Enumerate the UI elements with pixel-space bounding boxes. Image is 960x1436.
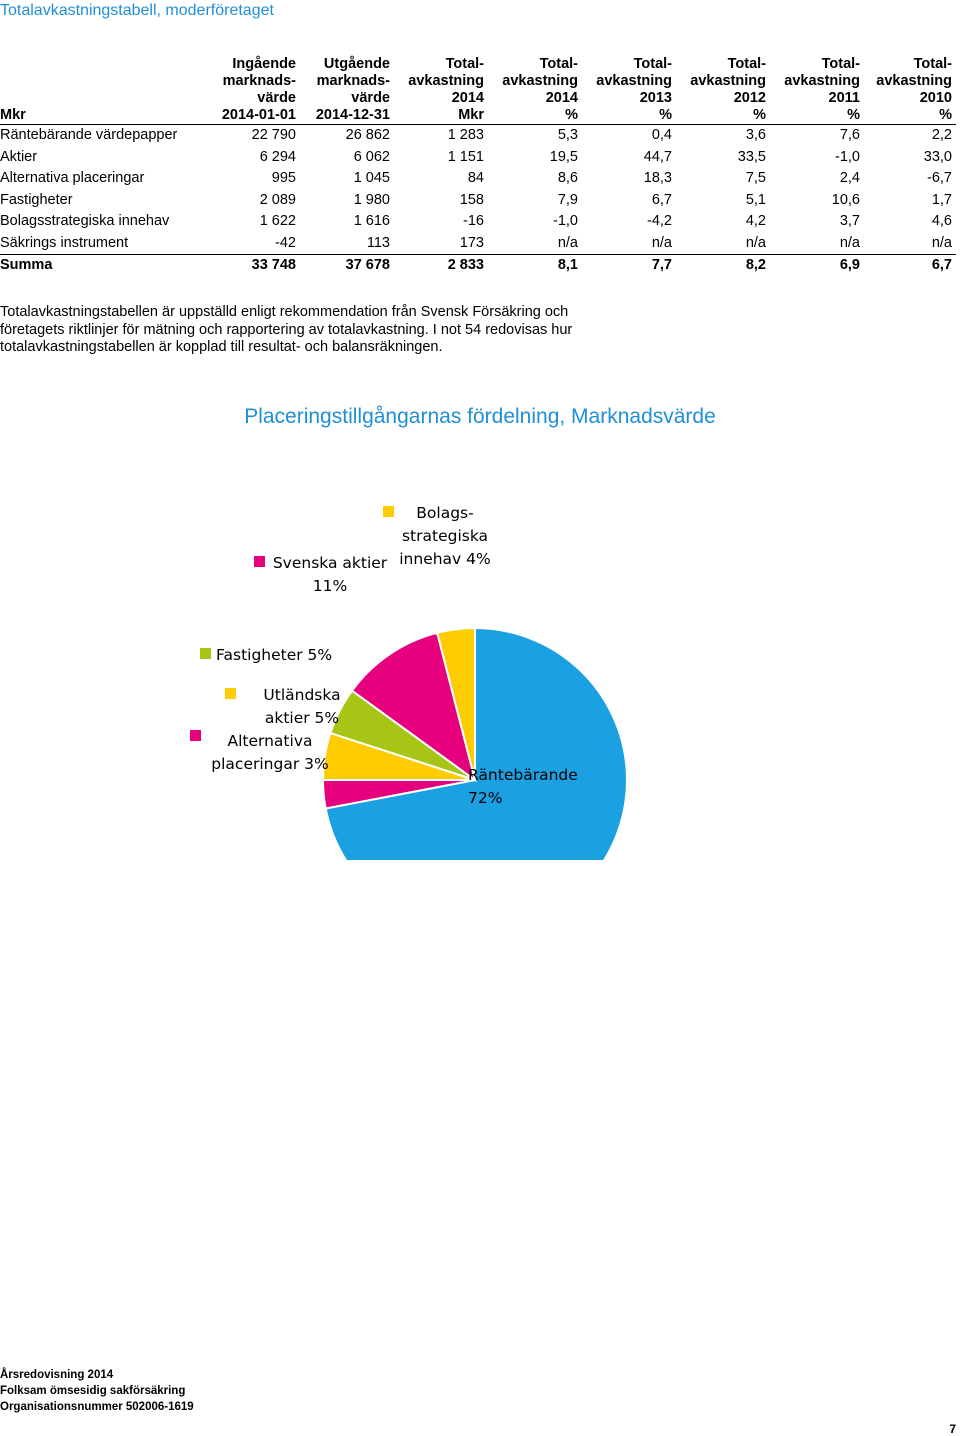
pie-chart bbox=[170, 490, 650, 860]
table-header-row bbox=[0, 56, 956, 125]
table-cell: 10,6 bbox=[831, 191, 860, 208]
table-cell: -6,7 bbox=[927, 170, 952, 186]
table-cell: 6 294 bbox=[259, 148, 296, 165]
table-cell: 6,7 bbox=[651, 191, 672, 208]
column-header-line: avkastning bbox=[502, 73, 578, 89]
slice-label: Utländska bbox=[263, 686, 341, 704]
legend-marker bbox=[254, 556, 265, 567]
return-table bbox=[0, 56, 956, 277]
column-header-line: % bbox=[659, 107, 672, 123]
column-header-line: avkastning bbox=[690, 73, 766, 89]
table-cell: -16 bbox=[463, 213, 484, 229]
table-cell: 33 748 bbox=[200, 255, 300, 277]
column-header bbox=[770, 56, 864, 125]
table-cell: 1,7 bbox=[931, 191, 952, 208]
slice-label: 11% bbox=[312, 577, 348, 595]
table-cell: n/a bbox=[745, 234, 766, 251]
table-cell: 8,2 bbox=[676, 255, 770, 277]
table-cell: 1 045 bbox=[353, 170, 390, 186]
table-cell: 1 622 bbox=[259, 213, 296, 229]
page-title: Totalavkastningstabell, moderföretaget bbox=[0, 2, 274, 19]
table-cell: 1 616 bbox=[353, 213, 390, 229]
footer bbox=[0, 1367, 194, 1415]
table-cell: -1,0 bbox=[835, 148, 860, 165]
table-cell: 6,7 bbox=[864, 255, 956, 277]
column-header-line: värde bbox=[351, 90, 390, 106]
table-cell: 84 bbox=[467, 170, 484, 186]
table-cell: 995 bbox=[271, 170, 296, 186]
column-header-line: Total- bbox=[913, 56, 952, 72]
table-cell: 173 bbox=[459, 234, 484, 251]
table-cell: 33,0 bbox=[923, 148, 952, 165]
table-body bbox=[0, 125, 956, 277]
column-header-line: Mkr bbox=[0, 107, 26, 123]
column-header bbox=[200, 56, 300, 125]
column-header-line: Total- bbox=[633, 56, 672, 72]
legend-marker bbox=[225, 688, 236, 699]
sum-row bbox=[0, 255, 956, 277]
table-row bbox=[0, 125, 956, 147]
table-cell: Bolagsstrategiska innehav bbox=[0, 213, 170, 229]
table-cell: 37 678 bbox=[300, 255, 394, 277]
footer-org-number: Organisationsnummer 502006-1619 bbox=[0, 1401, 194, 1413]
note-line: totalavkastningstabellen är kopplad till resultat- och balansräkningen. bbox=[0, 339, 443, 355]
table-cell: -42 bbox=[275, 234, 296, 251]
table-cell: 8,1 bbox=[488, 255, 582, 277]
column-header-line: % bbox=[847, 107, 860, 123]
table-cell: 1 980 bbox=[353, 191, 390, 208]
slice-label: placeringar 3% bbox=[211, 755, 329, 773]
table-cell: 5,3 bbox=[557, 127, 578, 143]
column-header-line: Total- bbox=[539, 56, 578, 72]
column-header-line: 2013 bbox=[639, 90, 672, 106]
column-header bbox=[676, 56, 770, 125]
table-cell: -1,0 bbox=[553, 213, 578, 229]
column-header-line: Total- bbox=[821, 56, 860, 72]
column-header-line: marknads- bbox=[222, 73, 296, 89]
table-cell: Fastigheter bbox=[0, 191, 73, 208]
table-cell: 33,5 bbox=[737, 148, 766, 165]
table-cell: 2,2 bbox=[931, 127, 952, 143]
table-cell: 19,5 bbox=[549, 148, 578, 165]
table-cell: 3,6 bbox=[745, 127, 766, 143]
table-cell: 6 062 bbox=[353, 148, 390, 165]
column-header-line: Total- bbox=[727, 56, 766, 72]
column-header-line: 2012 bbox=[733, 90, 766, 106]
table-cell: 1 283 bbox=[447, 127, 484, 143]
legend-marker bbox=[383, 506, 394, 517]
table-cell: 158 bbox=[459, 191, 484, 208]
column-header-line: 2010 bbox=[919, 90, 952, 106]
table-cell: 2 833 bbox=[394, 255, 488, 277]
table-cell: 3,7 bbox=[839, 213, 860, 229]
column-header-line: % bbox=[753, 107, 766, 123]
column-header-line: marknads- bbox=[316, 73, 390, 89]
column-header bbox=[394, 56, 488, 125]
table-cell: 8,6 bbox=[557, 170, 578, 186]
table-cell: 7,7 bbox=[582, 255, 676, 277]
table-cell: Säkrings instrument bbox=[0, 234, 129, 251]
slice-label: Räntebärande bbox=[468, 766, 578, 784]
table-cell: 113 bbox=[366, 234, 390, 251]
note-line: Totalavkastningstabellen är uppställd enligt rekommendation från Svensk Försäkring och bbox=[0, 304, 569, 320]
column-header bbox=[0, 56, 200, 125]
slice-label: aktier 5% bbox=[264, 709, 340, 727]
column-header-line: avkastning bbox=[596, 73, 672, 89]
footer-company-name: Folksam ömsesidig sakförsäkring bbox=[0, 1385, 186, 1397]
column-header bbox=[864, 56, 956, 125]
table-row bbox=[0, 168, 956, 190]
table-cell: 4,2 bbox=[745, 213, 766, 229]
table-cell: 2,4 bbox=[839, 170, 860, 186]
table-cell: 22 790 bbox=[251, 127, 296, 143]
table-cell: Aktier bbox=[0, 148, 38, 165]
table-cell: 44,7 bbox=[643, 148, 672, 165]
table-row bbox=[0, 147, 956, 169]
slice-label: Alternativa bbox=[227, 732, 313, 750]
slice-label: 72% bbox=[468, 789, 503, 807]
table-cell: n/a bbox=[651, 234, 672, 251]
column-header-line: 2014-12-31 bbox=[315, 107, 390, 123]
slice-label: Bolags- bbox=[416, 504, 474, 522]
table-cell: Räntebärande värdepapper bbox=[0, 127, 178, 143]
table-cell: 7,9 bbox=[557, 191, 578, 208]
footer-report-name: Årsredovisning 2014 bbox=[0, 1369, 114, 1381]
column-header-line: 2014-01-01 bbox=[221, 107, 296, 123]
table-cell: n/a bbox=[931, 234, 952, 251]
table-row bbox=[0, 190, 956, 212]
column-header-line: Ingående bbox=[232, 56, 296, 72]
table-note bbox=[0, 304, 640, 357]
table-cell: 1 151 bbox=[447, 148, 484, 165]
table-cell: 5,1 bbox=[745, 191, 766, 208]
table-cell: n/a bbox=[839, 234, 860, 251]
table-cell: n/a bbox=[557, 234, 578, 251]
table-cell: 26 862 bbox=[345, 127, 390, 143]
slice-label: Svenska aktier bbox=[272, 554, 388, 572]
table-cell: 7,5 bbox=[745, 170, 766, 186]
column-header-line: avkastning bbox=[408, 73, 484, 89]
column-header-line: Total- bbox=[445, 56, 484, 72]
table-cell: Summa bbox=[0, 255, 200, 277]
column-header-line: 2014 bbox=[545, 90, 578, 106]
column-header bbox=[582, 56, 676, 125]
column-header bbox=[488, 56, 582, 125]
table-cell: 6,9 bbox=[770, 255, 864, 277]
column-header-line: Utgående bbox=[323, 56, 390, 72]
table-cell: -4,2 bbox=[647, 213, 672, 229]
slice-label: innehav 4% bbox=[399, 550, 491, 568]
legend-marker bbox=[200, 648, 211, 659]
column-header-line: % bbox=[565, 107, 578, 123]
table-row bbox=[0, 211, 956, 233]
table-cell: Alternativa placeringar bbox=[0, 170, 145, 186]
column-header-line: avkastning bbox=[876, 73, 952, 89]
chart-title: Placeringstillgångarnas fördelning, Marknadsvärde bbox=[244, 405, 716, 428]
column-header-line: Mkr bbox=[458, 107, 484, 123]
slice-label: Fastigheter 5% bbox=[216, 646, 333, 664]
column-header-line: 2014 bbox=[451, 90, 484, 106]
table-cell: 2 089 bbox=[259, 191, 296, 208]
table-cell: 7,6 bbox=[839, 127, 860, 143]
table-cell: 4,6 bbox=[931, 213, 952, 229]
slice-label: strategiska bbox=[401, 527, 489, 545]
table-row bbox=[0, 233, 956, 255]
column-header-line: avkastning bbox=[784, 73, 860, 89]
legend-marker bbox=[190, 730, 201, 741]
column-header-line: värde bbox=[257, 90, 296, 106]
column-header-line: % bbox=[939, 107, 952, 123]
note-line: företagets riktlinjer för mätning och rapportering av totalavkastning. I not 54 redovisas hur bbox=[0, 321, 573, 338]
table-cell: 18,3 bbox=[643, 170, 672, 186]
column-header bbox=[300, 56, 394, 125]
table-cell: 0,4 bbox=[651, 127, 672, 143]
column-header-line: 2011 bbox=[828, 90, 860, 106]
page-number: 7 bbox=[949, 1422, 956, 1436]
